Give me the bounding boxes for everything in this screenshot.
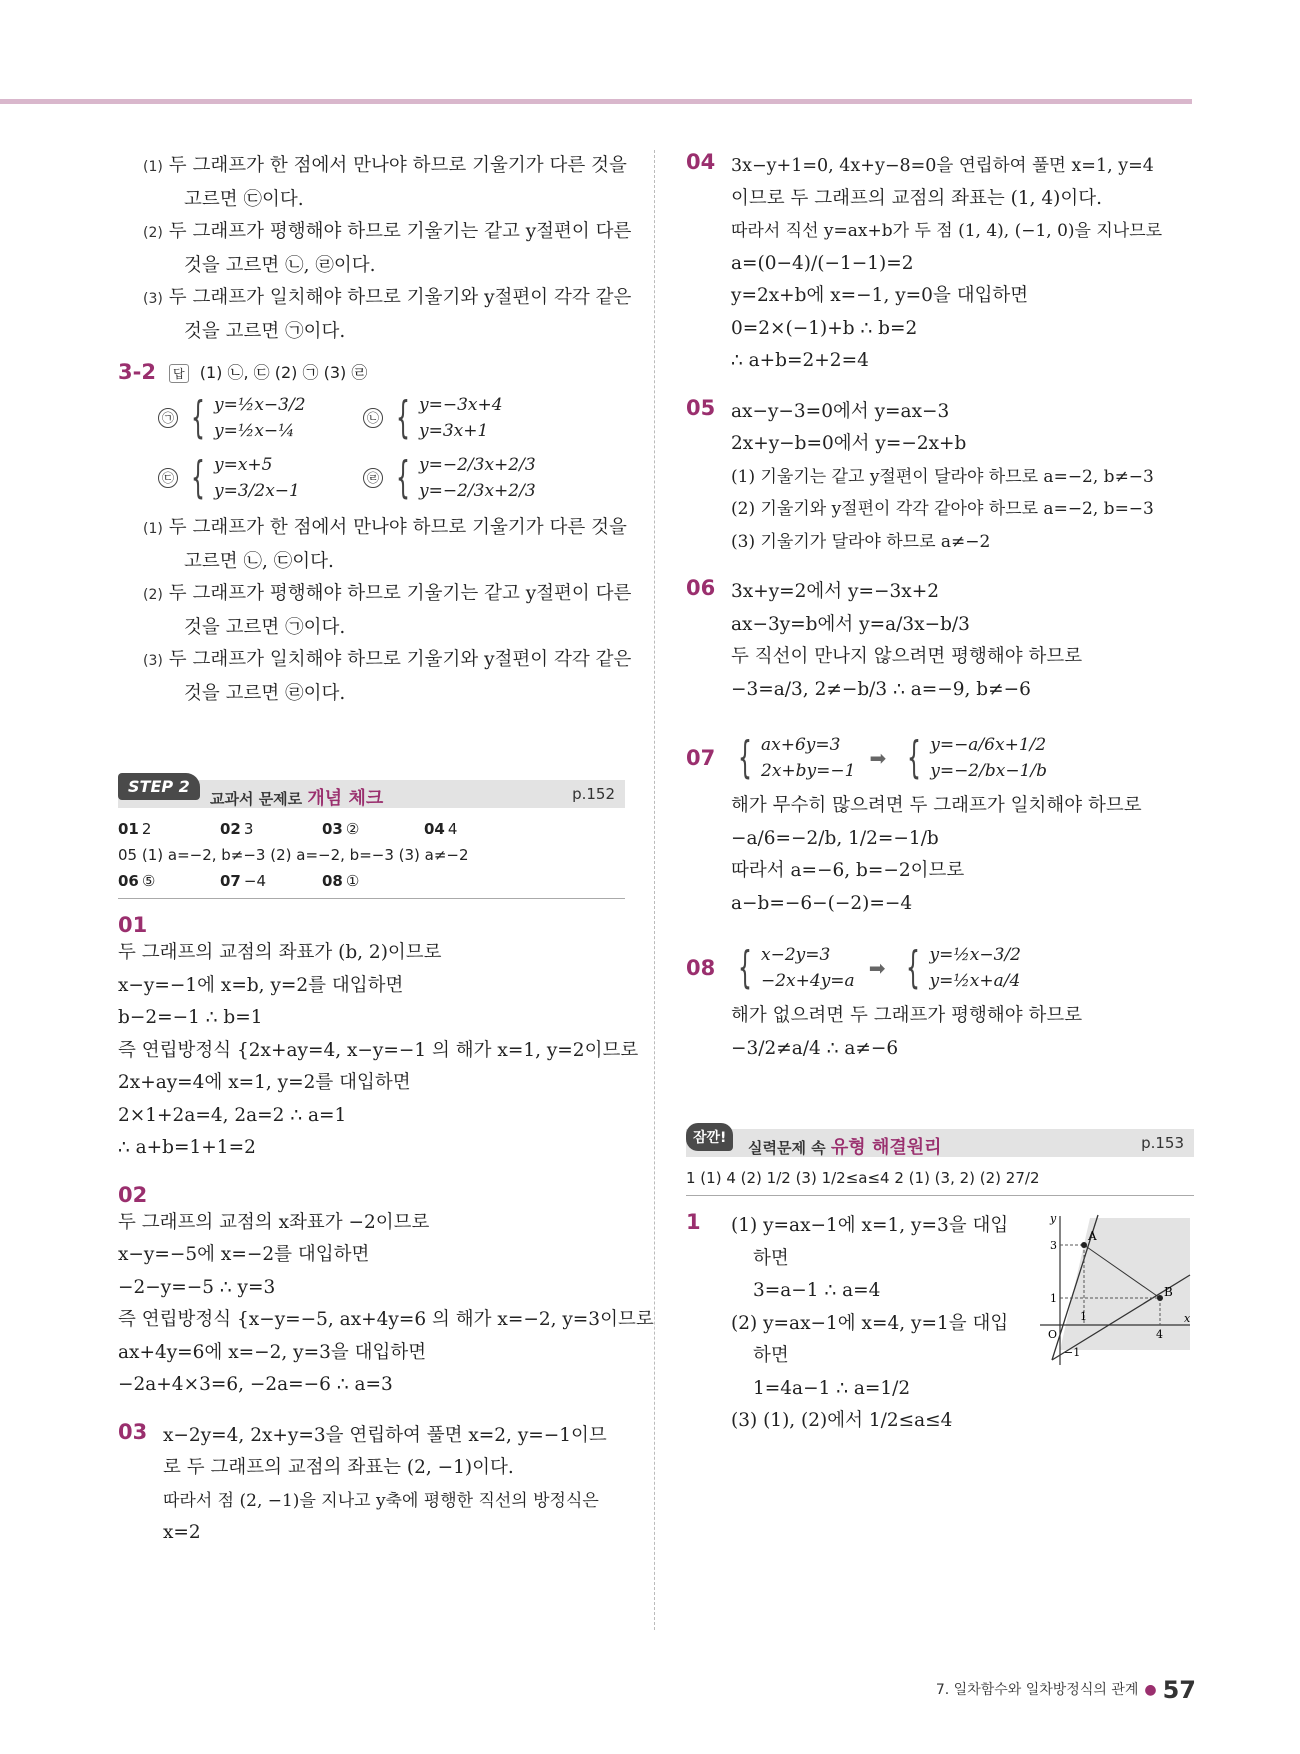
page-footer	[936, 1676, 1196, 1704]
svg-text:3: 3	[1050, 1239, 1057, 1252]
svg-text:1: 1	[1050, 1292, 1057, 1305]
page-ref: p.152	[572, 785, 615, 803]
intro-explanations: (1) 두 그래프가 한 점에서 만나야 하므로 기울기가 다른 것을 고르면 ㉢이다. (2) 두 그래프가 평행해야 하므로 기울기는 같고 y절편이 다른 것을 고르면 ㉡, ㉣이다. (3) 두 그래프가 일치해야 하므로 기울기와 y절편이 각각 같은 것을 고르면 ㉠이다.	[143, 155, 632, 342]
problem-05: 05 ax−y−3=0에서 y=ax−3 2x+y−b=0에서 y=−2x+b (1) 기울기는 같고 y절편이 달라야 하므로 a=−2, b≠−3 (2) 기울기와 y절편이 각각 같아야 하므로 a=−2, b=−3 (3) 기울기가 달라야 하므로 a≠−2	[686, 395, 1154, 552]
point-a	[1081, 1242, 1087, 1248]
page-number: 57	[1162, 1676, 1196, 1704]
svg-text:x: x	[1184, 1312, 1191, 1325]
shaded-region	[1060, 1218, 1190, 1350]
svg-text:y: y	[1050, 1212, 1057, 1225]
equation-systems	[158, 392, 625, 504]
svg-text:O: O	[1048, 1328, 1058, 1341]
system-4: ㉣ { y=−2/3x+2/3 y=−2/3x+2/3	[363, 452, 568, 504]
problem-number: 3-2	[118, 360, 156, 384]
system-1: ㉠ { y=½x−3/2 y=½x−¼	[158, 392, 363, 444]
column-divider	[654, 150, 655, 1630]
system-3: ㉢ { y=x+5 y=3/2x−1	[158, 452, 363, 504]
problem-03: 03 x−2y=4, 2x+y=3을 연립하여 풀면 x=2, y=−1이므 로 두 그래프의 교점의 좌표는 (2, −1)이다. 따라서 점 (2, −1)을 지나고 y축에 평행한 직선의 방정식은 x=2	[118, 1419, 607, 1543]
problem-02: 02 두 그래프의 교점의 x좌표가 −2이므로 x−y=−5에 x=−2를 대입하면 −2−y=−5 ∴ y=3 즉 연립방정식 {x−y=−5, ax+4y=6 의 해가 x=−2, y=3이므로 ax+4y=6에 x=−2, y=3을 대입하면 −2a+4×3=6, −2a=−6 ∴ a=3	[118, 1182, 654, 1395]
top-rule	[0, 99, 1192, 104]
problem-08: 08 { x−2y=3 −2x+4y=a ➡ { y=½x−3/2 y=½x+a/4 해가 없으려면 두 그래프가 평행해야 하므로 −3/2≠a/4 ∴ a≠−6	[686, 942, 1083, 1059]
step2-header: STEP 2 교과서 문제로 개념 체크 p.152	[118, 780, 625, 808]
problem-04: 04 3x−y+1=0, 4x+y−8=0을 연립하여 풀면 x=1, y=4 이므로 두 그래프의 교점의 좌표는 (1, 4)이다. 따라서 직선 y=ax+b가 두 점 (1, 4), (−1, 0)을 지나므로 a=(0−4)/(−1−1)=2 y=2x+b에 x=−1, y=0을 대입하면 0=2×(−1)+b ∴ b=2 ∴ a+b=2+2=4	[686, 150, 1163, 371]
region-graph	[1030, 1210, 1196, 1370]
problem-3-2: 3-2 답 (1) ㉡, ㉢ (2) ㉠ (3) ㉣ ㉠ { y=½x−3/2 y=½x−¼ ㉡ { y=−3x+4 y=3x+1 ㉢ { y=x+5 y=3/2x−1 ㉣ { y=−2/3x+2/3 y=−2/3x+2/3 (1) 두 그래프가 한 점에서 만나야 하므로 기울기가 다른 것을 고르면 ㉡, ㉢이다. (2) 두 그래프가 평행해야 하므로 기울기는 같고 y절편이 다른 것을 고르면 ㉠이다. (3) 두 그래프가 일치해야 하므로 기울기와 y절편이 각각 같은 것을 고르면 ㉣이다.	[118, 360, 632, 704]
step-badge: STEP 2	[118, 773, 200, 800]
answer-key: 01 2 02 3 03 ② 04 4 05 (1) a=−2, b≠−3 (2) a=−2, b=−3 (3) a≠−2 06 ⑤ 07 −4 08 ①	[118, 816, 625, 899]
answer-text: (1) ㉡, ㉢ (2) ㉠ (3) ㉣	[199, 363, 368, 382]
arrow-icon: ➡	[868, 956, 886, 980]
problem-07: 07 { ax+6y=3 2x+by=−1 ➡ { y=−a/6x+1/2 y=−2/bx−1/b 해가 무수히 많으려면 두 그래프가 일치해야 하므로 −a/6=−2/b, 1/2=−1/b 따라서 a=−6, b=−2이므로 a−b=−6−(−2)=−4	[686, 732, 1142, 914]
page-ref: p.153	[1141, 1134, 1184, 1152]
problem-01: 01 두 그래프의 교점의 좌표가 (b, 2)이므로 x−y=−1에 x=b, y=2를 대입하면 b−2=−1 ∴ b=1 즉 연립방정식 {2x+ay=4, x−y=−1 의 해가 x=1, y=2이므로 2x+ay=4에 x=1, y=2를 대입하면 2×1+2a=4, 2a=2 ∴ a=1 ∴ a+b=1+1=2	[118, 913, 639, 1158]
svg-text:B: B	[1164, 1285, 1173, 1299]
left-column	[118, 150, 654, 1550]
system-2: ㉡ { y=−3x+4 y=3x+1	[363, 392, 568, 444]
svg-text:−1: −1	[1064, 1346, 1081, 1359]
point-b	[1157, 1295, 1163, 1301]
bullet-icon: ●	[1144, 1682, 1157, 1698]
arrow-icon: ➡	[869, 746, 887, 770]
svg-text:4: 4	[1156, 1328, 1163, 1341]
problem-06: 06 3x+y=2에서 y=−3x+2 ax−3y=b에서 y=a/3x−b/3 두 직선이 만나지 않으려면 평행해야 하므로 −3=a/3, 2≠−b/3 ∴ a=−9, b≠−6	[686, 576, 1083, 700]
svg-text:1: 1	[1080, 1310, 1087, 1323]
svg-text:A: A	[1088, 1229, 1097, 1243]
problem-1: 1 (1) y=ax−1에 x=1, y=3을 대입 하면 3=a−1 ∴ a=4 (2) y=ax−1에 x=4, y=1을 대입 하면 1=4a−1 ∴ a=1/2 (3) (1), (2)에서 1/2≤a≤4 A B y x O 3 1 1 4 −1	[686, 1210, 1194, 1438]
section2-header: 잠깐! 실력문제 속 유형 해결원리 p.153	[686, 1129, 1194, 1157]
answer-key: 1 (1) 4 (2) 1/2 (3) 1/2≤a≤4 2 (1) (3, 2) (2) 27/2	[686, 1165, 1194, 1196]
right-column	[686, 150, 1194, 1438]
chapter-title: 7. 일차함수와 일차방정식의 관계	[935, 1682, 1139, 1698]
section-badge: 잠깐!	[686, 1123, 733, 1151]
